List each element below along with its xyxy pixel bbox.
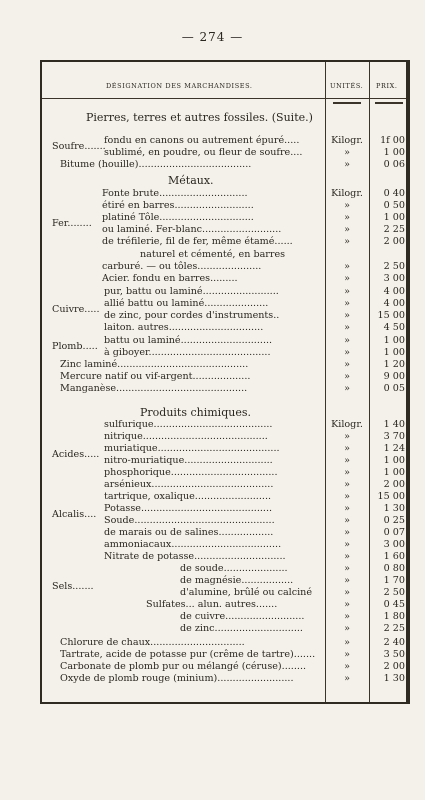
item-designation: Chlorure de chaux...............................: [60, 637, 245, 648]
item-designation: de marais ou de salines..................: [104, 527, 274, 538]
item-designation: tartrique, oxalique.........................: [104, 491, 272, 502]
item-unit: »: [344, 673, 350, 684]
item-designation: muriatique........................................: [104, 443, 280, 454]
group-label: Soufre.......: [52, 141, 106, 152]
header-prix: PRIX.: [376, 82, 398, 90]
item-price: 4 50: [383, 322, 405, 333]
item-price: 1f 00: [380, 135, 405, 146]
table-header: [42, 62, 406, 99]
item-unit: »: [344, 200, 350, 211]
item-unit: »: [344, 551, 350, 562]
item-unit: »: [344, 335, 350, 346]
item-unit: »: [344, 467, 350, 478]
item-designation: sublimé, en poudre, ou fleur de soufre....: [104, 147, 303, 158]
item-designation: Nitrate de potasse..............................: [104, 551, 286, 562]
item-unit: »: [344, 491, 350, 502]
item-price: 1 30: [383, 503, 405, 514]
item-unit: »: [344, 649, 350, 660]
item-price: 2 00: [383, 479, 405, 490]
item-designation: Mercure natif ou vif-argent...................: [60, 371, 251, 382]
item-price: 1 00: [383, 467, 405, 478]
item-price: 15 00: [377, 310, 405, 321]
group-label: Cuivre.....: [52, 304, 100, 315]
item-unit: »: [344, 455, 350, 466]
item-price: 9 00: [383, 371, 405, 382]
item-unit: »: [344, 371, 350, 382]
item-unit: »: [344, 159, 350, 170]
item-designation: Zinc laminé...........................................: [60, 359, 249, 370]
item-unit: »: [344, 286, 350, 297]
item-price: 0 40: [383, 188, 405, 199]
item-designation: battu ou laminé..............................: [104, 335, 273, 346]
item-unit: »: [344, 431, 350, 442]
item-unit: »: [344, 611, 350, 622]
item-designation: nitrique.........................................: [104, 431, 268, 442]
item-unit: »: [344, 383, 350, 394]
item-price: 1 00: [383, 147, 405, 158]
item-unit: Kilogr.: [331, 188, 363, 199]
item-price: 3 70: [383, 431, 405, 442]
item-designation: laiton. autres...............................: [104, 322, 264, 333]
item-price: 1 24: [383, 443, 405, 454]
item-price: 0 25: [383, 515, 405, 526]
item-unit: Kilogr.: [331, 135, 363, 146]
item-designation: Acier. fondu en barres.........: [102, 273, 238, 284]
item-designation: d'alumine, brûlé ou calciné: [180, 587, 313, 598]
item-unit: »: [344, 322, 350, 333]
item-unit: »: [344, 599, 350, 610]
item-price: 0 07: [383, 527, 405, 538]
item-designation: fondu en canons ou autrement épuré.....: [104, 135, 300, 146]
item-designation: Oxyde de plomb rouge (minium).........................: [60, 673, 294, 684]
item-designation: arsénieux........................................: [104, 479, 274, 490]
item-designation: de magnésie.................: [180, 575, 294, 586]
item-designation: à giboyer........................................: [104, 347, 271, 358]
item-designation: de tréfilerie, fil de fer, même étamé......: [102, 236, 293, 247]
item-unit: »: [344, 273, 350, 284]
item-unit: [327, 249, 367, 261]
item-designation: phosphorique...................................: [104, 467, 278, 478]
item-price: 4 00: [383, 298, 405, 309]
item-price: 0 80: [383, 563, 405, 574]
header-unites: UNITÉS.: [330, 82, 364, 90]
item-price: 1 00: [383, 347, 405, 358]
item-unit: »: [344, 261, 350, 272]
section-title-chimiques: Produits chimiques.: [140, 406, 251, 419]
item-price: 1 30: [383, 673, 405, 684]
page-number: — 274 —: [181, 30, 244, 44]
item-price: 2 25: [383, 224, 405, 235]
item-designation: platiné Tôle...............................: [102, 212, 254, 223]
item-designation: naturel et cémenté, en barres: [140, 249, 286, 260]
item-price: 1 70: [383, 575, 405, 586]
item-designation: Manganèse...........................................: [60, 383, 248, 394]
item-price: 0 50: [383, 200, 405, 211]
item-unit: »: [344, 443, 350, 454]
item-designation: ou laminé. Fer-blanc..........................: [102, 224, 282, 235]
column-divider-unites: [325, 62, 326, 702]
item-designation: Soude..............................................: [104, 515, 275, 526]
item-price: 15 00: [377, 491, 405, 502]
item-designation: Carbonate de plomb pur ou mélangé (céruse)........: [60, 661, 307, 672]
group-label: Acides.....: [52, 449, 100, 460]
item-designation: étiré en barres..........................: [102, 200, 254, 211]
item-unit: »: [344, 224, 350, 235]
header-designation: DÉSIGNATION DES MARCHANDISES.: [106, 82, 253, 90]
item-price: 1 60: [383, 551, 405, 562]
item-price: 1 00: [383, 335, 405, 346]
item-price: 3 50: [383, 649, 405, 660]
item-price: 3 00: [383, 273, 405, 284]
item-price: 2 00: [383, 661, 405, 672]
item-price: 2 50: [383, 587, 405, 598]
item-designation: Tartrate, acide de potasse pur (crême de tartre).......: [60, 649, 316, 660]
item-unit: »: [344, 527, 350, 538]
section-title-pierres: Pierres, terres et autres fossiles. (Suite.): [86, 111, 313, 124]
item-designation: ammoniacaux....................................: [104, 539, 282, 550]
item-price: 1 20: [383, 359, 405, 370]
item-designation: nitro-muriatique.............................: [104, 455, 273, 466]
item-unit: »: [344, 347, 350, 358]
item-designation: sulfurique.......................................: [104, 419, 273, 430]
item-designation: Sulfates... alun. autres.......: [146, 599, 278, 610]
item-unit: »: [344, 539, 350, 550]
column-divider-prix: [369, 62, 370, 702]
item-price: 2 40: [383, 637, 405, 648]
item-unit: Kilogr.: [331, 419, 363, 430]
item-price: 1 00: [383, 212, 405, 223]
item-price: 0 05: [383, 383, 405, 394]
item-unit: »: [344, 637, 350, 648]
price-table: [40, 60, 410, 704]
item-designation: de soude.....................: [180, 563, 288, 574]
item-unit: »: [344, 587, 350, 598]
item-designation: Fonte brute.............................: [102, 188, 248, 199]
item-designation: de zinc.............................: [180, 623, 303, 634]
item-unit: »: [344, 147, 350, 158]
item-price: 1 40: [383, 419, 405, 430]
item-price: 1 00: [383, 455, 405, 466]
item-unit: »: [344, 359, 350, 370]
item-unit: »: [344, 575, 350, 586]
group-label: Fer........: [52, 218, 92, 229]
item-price: [371, 249, 405, 261]
item-designation: Potasse...........................................: [104, 503, 273, 514]
item-unit: »: [344, 310, 350, 321]
header-unites-rule: [333, 102, 361, 104]
item-designation: allié battu ou laminé.....................: [104, 298, 269, 309]
item-unit: »: [344, 479, 350, 490]
item-price: 2 00: [383, 236, 405, 247]
item-unit: »: [344, 236, 350, 247]
item-price: 4 00: [383, 286, 405, 297]
item-price: 3 00: [383, 539, 405, 550]
item-designation: carburé. — ou tôles.....................: [102, 261, 262, 272]
group-label: Sels.......: [52, 581, 94, 592]
item-designation: pur, battu ou laminé.........................: [104, 286, 279, 297]
item-unit: »: [344, 661, 350, 672]
header-prix-rule: [375, 102, 403, 104]
item-unit: »: [344, 212, 350, 223]
item-unit: »: [344, 298, 350, 309]
item-unit: »: [344, 515, 350, 526]
item-unit: »: [344, 503, 350, 514]
item-price: 0 06: [383, 159, 405, 170]
item-price: 1 80: [383, 611, 405, 622]
item-designation: Bitume (houille).....................................: [60, 159, 252, 170]
item-unit: »: [344, 623, 350, 634]
item-price: 2 50: [383, 261, 405, 272]
item-unit: »: [344, 563, 350, 574]
group-label: Alcalis....: [52, 509, 97, 520]
item-designation: de cuivre..........................: [180, 611, 305, 622]
section-title-metaux: Métaux.: [168, 174, 214, 187]
item-price: 2 25: [383, 623, 405, 634]
item-price: 0 45: [383, 599, 405, 610]
group-label: Plomb.....: [52, 341, 98, 352]
item-designation: de zinc, pour cordes d'instruments..: [104, 310, 280, 321]
